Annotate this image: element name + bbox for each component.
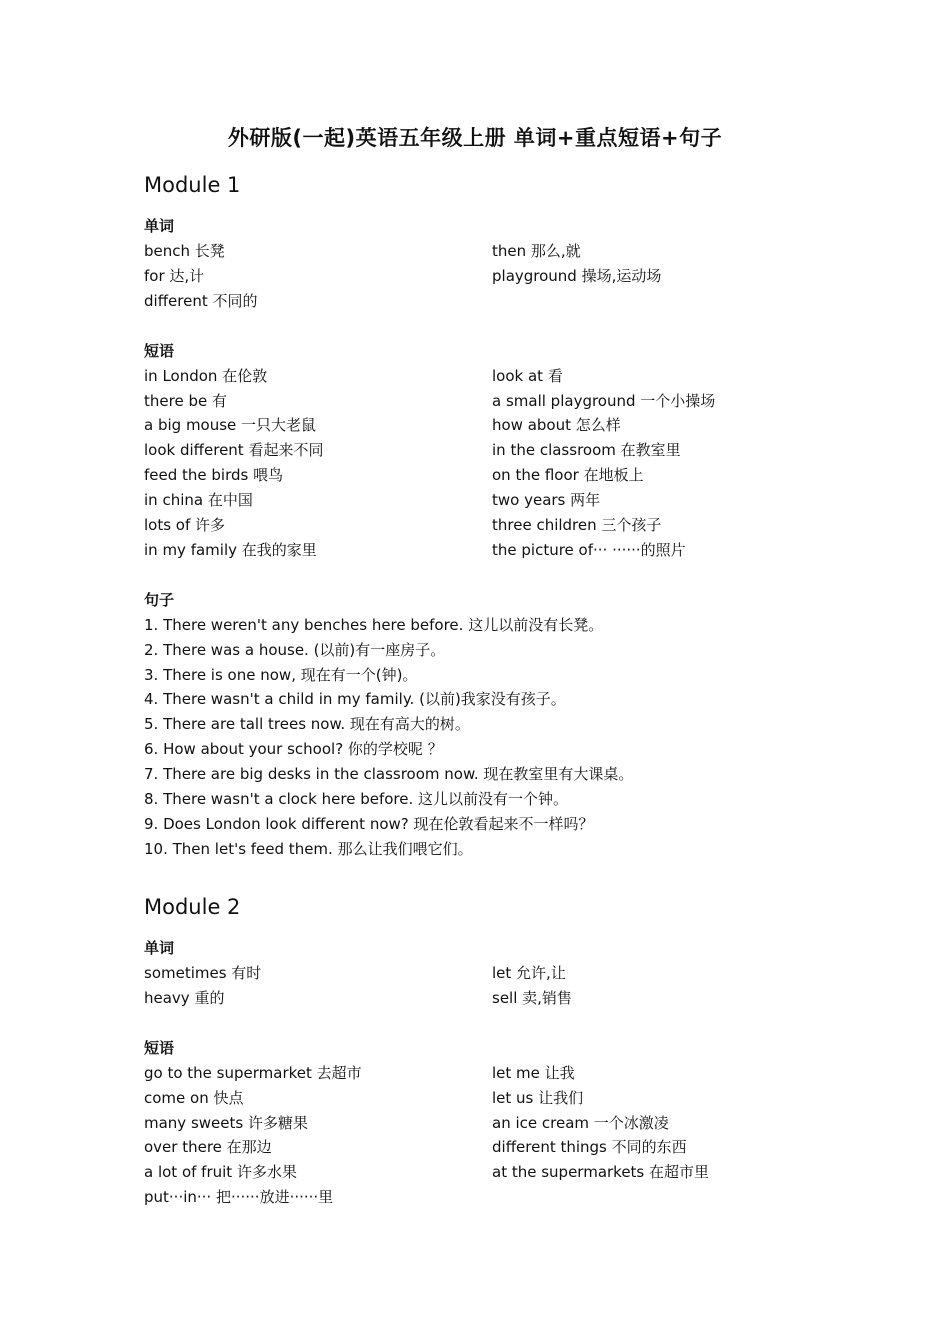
words-list <box>144 239 804 314</box>
module-heading: Module 2 <box>144 895 241 919</box>
phrase-item: on the floor 在地板上 <box>492 466 644 485</box>
sentence-item: 7. There are big desks in the classroom now. 现在教室里有大课桌。 <box>144 765 634 784</box>
phrases-label: 短语 <box>144 1038 175 1057</box>
phrase-item: at the supermarkets 在超市里 <box>492 1163 710 1182</box>
sentence-item: 3. There is one now, 现在有一个(钟)。 <box>144 665 418 684</box>
phrase-item: a lot of fruit 许多水果 <box>144 1163 297 1182</box>
phrase-item: lots of 许多 <box>144 516 226 535</box>
phrase-item: look different 看起来不同 <box>144 441 324 460</box>
phrase-item: an ice cream 一个冰激凌 <box>492 1113 669 1132</box>
phrase-item: three children 三个孩子 <box>492 516 662 535</box>
phrase-item: the picture of··· ······的照片 <box>492 540 686 559</box>
sentence-item: 6. How about your school? 你的学校呢 ？ <box>144 740 443 759</box>
phrase-item: different things 不同的东西 <box>492 1138 687 1157</box>
module-2-section <box>144 894 804 1210</box>
phrase-item: in London 在伦敦 <box>144 366 268 385</box>
phrase-item: a big mouse 一只大老鼠 <box>144 416 317 435</box>
words-label: 单词 <box>144 217 175 235</box>
words-left-column <box>144 961 492 1011</box>
word-item: for 达,计 <box>144 266 205 285</box>
word-item: sell 卖,销售 <box>492 988 572 1007</box>
phrase-item: come on 快点 <box>144 1088 244 1107</box>
words-right-column <box>492 239 804 314</box>
sentence-item: 4. There wasn't a child in my family. (以前)我家没有孩子。 <box>144 690 566 709</box>
sentence-item: 2. There was a house. (以前)有一座房子。 <box>144 640 446 659</box>
word-item: heavy 重的 <box>144 988 225 1007</box>
phrases-label: 短语 <box>144 341 175 360</box>
phrases-list <box>144 364 804 563</box>
sentence-item: 1. There weren't any benches here before. 这儿以前没有长凳。 <box>144 615 604 634</box>
words-right-column <box>492 961 804 1011</box>
phrase-item: in the classroom 在教室里 <box>492 441 681 460</box>
phrase-item: how about 怎么样 <box>492 416 621 435</box>
phrases-right-column <box>492 1061 804 1210</box>
phrase-item: put···in··· 把······放进······里 <box>144 1188 334 1207</box>
phrase-item: go to the supermarket 去超市 <box>144 1063 362 1082</box>
phrases-left-column <box>144 1061 492 1210</box>
sentence-item: 10. Then let's feed them. 那么让我们喂它们。 <box>144 839 473 858</box>
word-item: different 不同的 <box>144 291 258 310</box>
phrases-list <box>144 1061 804 1210</box>
word-item: sometimes 有时 <box>144 964 262 982</box>
phrases-right-column <box>492 364 804 563</box>
words-label: 单词 <box>144 939 175 957</box>
phrase-item: let me 让我 <box>492 1063 575 1082</box>
sentence-item: 8. There wasn't a clock here before. 这儿以前没有一个钟。 <box>144 790 569 809</box>
phrase-item: feed the birds 喂鸟 <box>144 466 284 485</box>
phrase-item: in china 在中国 <box>144 491 253 510</box>
sentence-item: 9. Does London look different now? 现在伦敦看起来不一样吗？ <box>144 814 594 833</box>
phrases-left-column <box>144 364 492 563</box>
phrase-item: two years 两年 <box>492 491 601 510</box>
phrase-item: let us 让我们 <box>492 1088 584 1107</box>
words-left-column <box>144 239 492 314</box>
phrase-item: there be 有 <box>144 391 227 410</box>
sentence-item: 5. There are tall trees now. 现在有高大的树。 <box>144 715 470 734</box>
sentences-label: 句子 <box>144 590 175 609</box>
phrase-item: many sweets 许多糖果 <box>144 1113 308 1132</box>
sentences-list <box>144 613 804 862</box>
phrase-item: over there 在那边 <box>144 1138 272 1157</box>
word-item: playground 操场,运动场 <box>492 266 662 285</box>
phrase-item: look at 看 <box>492 366 563 385</box>
words-list <box>144 961 804 1011</box>
module-1-section <box>144 172 804 862</box>
page-title: 外研版(一起)英语五年级上册 单词+重点短语+句子 <box>227 126 723 150</box>
word-item: bench 长凳 <box>144 242 225 260</box>
phrase-item: in my family 在我的家里 <box>144 540 317 559</box>
word-item: let 允许,让 <box>492 964 566 982</box>
module-heading: Module 1 <box>144 173 241 197</box>
phrase-item: a small playground 一个小操场 <box>492 391 716 410</box>
word-item: then 那么,就 <box>492 242 581 260</box>
